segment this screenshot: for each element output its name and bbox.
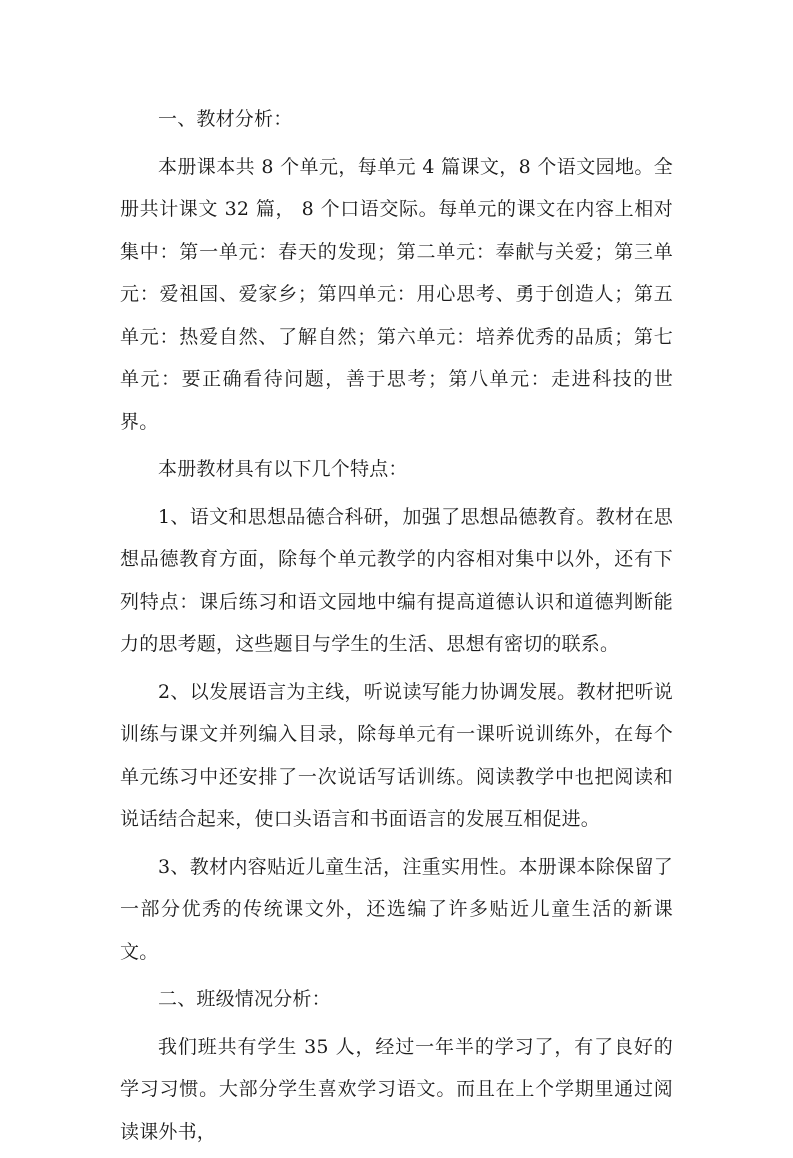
- section-heading-textbook-analysis: 一、教材分析：: [158, 108, 293, 130]
- document-page: [120, 98, 673, 1158]
- paragraph-features-intro: 本册教材具有以下几个特点：: [158, 458, 408, 480]
- paragraph-feature-3: 3、教材内容贴近儿童生活，注重实用性。本册课本除保留了一部分优秀的传统课文外，还选编了许多贴近儿童生活的新课文。: [120, 855, 673, 963]
- section-heading-class-analysis: 二、班级情况分析：: [158, 988, 331, 1010]
- paragraph-units-overview: 本册课本共 8 个单元，每单元 4 篇课文，8 个语文园地。全册共计课文 32 篇， 8 个口语交际。每单元的课文在内容上相对集中：第一单元：春天的发现；第二单元：奉献与关爱；第三单元：爱祖国、爱家乡；第四单元：用心思考、勇于创造人；第五单元：热爱自然、了解自然；第六单元：培养优秀的品质；第七单元：要正确看待问题，善于思考；第八单元：走进科技的世界。: [120, 155, 673, 433]
- paragraph-class-situation: 我们班共有学生 35 人，经过一年半的学习了，有了良好的学习习惯。大部分学生喜欢学习语文。而且在上个学期里通过阅读课外书，: [120, 1035, 673, 1143]
- paragraph-feature-1: 1、语文和思想品德合科研，加强了思想品德教育。教材在思想品德教育方面，除每个单元教学的内容相对集中以外，还有下列特点：课后练习和语文园地中编有提高道德认识和道德判断能力的思考题，这些题目与学生的生活、思想有密切的联系。: [120, 505, 673, 655]
- paragraph-feature-2: 2、以发展语言为主线，听说读写能力协调发展。教材把听说训练与课文并列编入目录，除每单元有一课听说训练外，在每个单元练习中还安排了一次说话写话训练。阅读教学中也把阅读和说话结合起来，使口头语言和书面语言的发展互相促进。: [120, 680, 673, 830]
